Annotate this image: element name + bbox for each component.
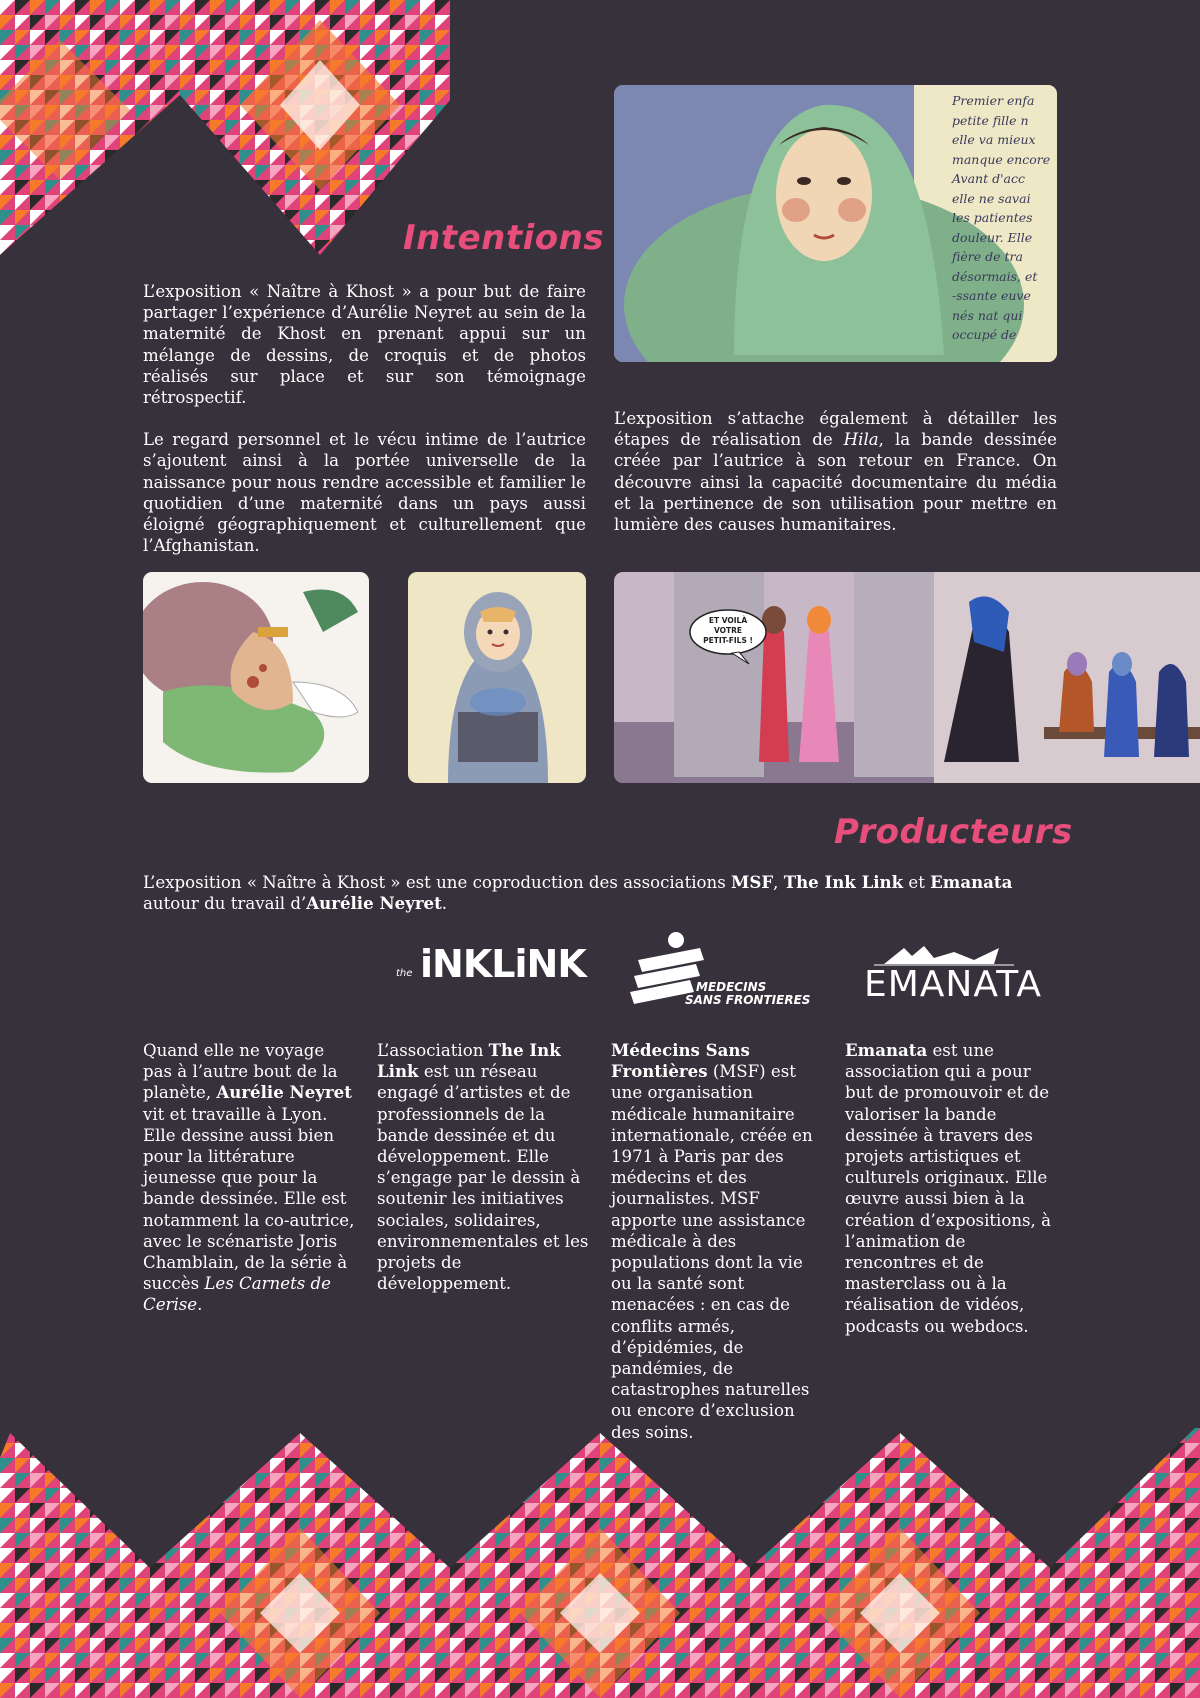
intentions-right-text <box>614 408 1057 556</box>
column-msf <box>611 1040 827 1443</box>
sketch-line: nés nat qui <box>952 307 1023 323</box>
hands-drawing <box>143 572 369 783</box>
inklink-logo <box>396 938 586 998</box>
intentions-heading: Intentions <box>403 218 605 258</box>
text-run: est un réseau engagé d’artistes et de professionnels de la bande dessinée et du développement. Elle s’engage par le dessin à soutenir les initiatives sociales, solidaires, environnementales et les projets de développement. <box>377 1062 589 1294</box>
msf-name: MSF <box>731 872 774 892</box>
intentions-paragraph-3 <box>614 408 1057 535</box>
sketch-line: Premier enfa <box>952 93 1035 108</box>
msf-logo-line1: MEDECINS <box>696 980 767 994</box>
intentions-left-text <box>143 281 586 577</box>
text-run: . <box>197 1295 203 1315</box>
inklink-name: The Ink Link <box>377 1040 561 1082</box>
author-name: Aurélie Neyret <box>216 1082 352 1103</box>
bubble-line: ET VOILÀ <box>708 616 748 625</box>
emanata-name: Emanata <box>845 1040 928 1060</box>
sketch-line: Avant d'acc <box>952 171 1025 186</box>
illustration-girl-reading <box>408 572 586 783</box>
sketch-line: douleur. Elle <box>952 229 1033 245</box>
kilim-pattern-top <box>0 0 460 260</box>
msf-name: Médecins Sans Frontières <box>611 1040 750 1082</box>
girl-drawing <box>408 572 586 783</box>
sketch-handwriting <box>952 91 1057 345</box>
sketch-line: fière de tra <box>952 249 1023 264</box>
emanata-name: Emanata <box>930 872 1013 892</box>
sketch-line: désormais, et <box>952 268 1038 284</box>
text-run: Quand elle ne voyage pas à l’autre bout de la planète, <box>143 1041 338 1103</box>
text-run: est une association qui a pour but de promouvoir et de valoriser la bande dessinée à travers des projets artistiques et culturels originaux. Elle œuvre aussi bien à la création d’expositions, à l’animation de rencontres et de masterclass ou à la réalisation de vidéos, podcasts ou webdocs. <box>845 1041 1051 1336</box>
inklink-name: The Ink Link <box>783 872 904 892</box>
top-pattern-decoration <box>0 0 460 260</box>
sketch-line: -ssante euve <box>952 288 1031 303</box>
inklink-logo-text: iNKLiNK <box>420 942 586 986</box>
emanata-wave-icon <box>874 942 1014 966</box>
sketch-line: elle ne savai <box>952 190 1031 206</box>
text-run: L’exposition « Naître à Khost » est une coproduction des associations <box>143 873 732 892</box>
book-title-hila: Hila <box>843 430 879 450</box>
column-emanata <box>845 1040 1057 1337</box>
text-run: et <box>903 873 931 892</box>
text-run: L’exposition s’attache également à détailler les étapes de réalisation de <box>614 409 1057 450</box>
emanata-logo-text: EMANATA <box>864 964 1043 1005</box>
text-run: , <box>773 873 784 892</box>
intentions-paragraph-1: L’exposition « Naître à Khost » a pour but de faire partager l’expérience d’Aurélie Neyret au sein de la maternité de Khost en prenant appui sur un mélange de dessins, de croquis et de photos réalisés sur place et sur son témoignage rétrospectif. <box>143 282 586 408</box>
hospital-scene-drawing <box>614 572 1200 783</box>
sketch-line: elle va mieux <box>952 132 1036 147</box>
column-inklink <box>377 1040 589 1294</box>
msf-logo-line2: SANS FRONTIERES <box>685 993 811 1007</box>
sketch-line: occupé de <box>952 327 1017 342</box>
text-run: autour du travail d’ <box>143 894 307 914</box>
text-run: L’association <box>377 1041 489 1060</box>
sketch-line: petite fille n <box>952 112 1029 128</box>
bottom-pattern-decoration <box>0 1428 1200 1698</box>
sketch-line: manque encore <box>952 151 1051 167</box>
producteurs-heading: Producteurs <box>834 812 1073 852</box>
sketch-line: les patientes <box>952 210 1033 225</box>
illustration-hands <box>143 572 369 783</box>
text-run: , la bande dessinée créée par l’autrice à son retour en France. On découvre ainsi la capacité documentaire du média et la pertinence de son utilisation pour mettre en lumière des causes humanitaires. <box>614 430 1057 535</box>
kilim-pattern-bottom <box>0 1428 1200 1698</box>
illustration-hospital-scene <box>614 572 1200 783</box>
series-title: Les Carnets de Cerise <box>143 1274 331 1315</box>
text-run: (MSF) est une organisation médicale humanitaire internationale, créée en 1971 à Paris par des médecins et des journalistes. MSF apporte une assistance médicale à des populations dont la vie ou la santé sont menacées : en cas de conflits armés, d’épidémies, de pandémies, de catastrophes naturelles ou encore d’exclusion des soins. <box>611 1062 813 1442</box>
intentions-paragraph-2: Le regard personnel et le vécu intime de l’autrice s’ajoutent ainsi à la portée universelle de la naissance pour nous rendre accessible et familier le quotidien d’une maternité dans un pays aussi éloigné géographiquement et culturellement que l’Afghanistan. <box>143 430 586 556</box>
msf-logo <box>630 930 810 1010</box>
inklink-logo-prefix: the <box>396 968 413 979</box>
text-run: vit et travaille à Lyon. Elle dessine aussi bien pour la littérature jeunesse que pour la bande dessinée. Elle est notamment la co-autrice, avec le scénariste Joris Chamblain, de la série à succès <box>143 1104 355 1294</box>
bubble-line: PETIT-FILS ! <box>703 636 753 645</box>
producteurs-intro <box>143 872 1057 914</box>
speech-bubble <box>690 616 766 646</box>
bubble-line: VOTRE <box>713 626 743 635</box>
text-run: . <box>441 894 448 914</box>
author-name: Aurélie Neyret <box>306 893 442 914</box>
column-author <box>143 1040 355 1316</box>
emanata-logo <box>864 942 1043 1005</box>
illustration-woman-portrait <box>614 85 1057 362</box>
